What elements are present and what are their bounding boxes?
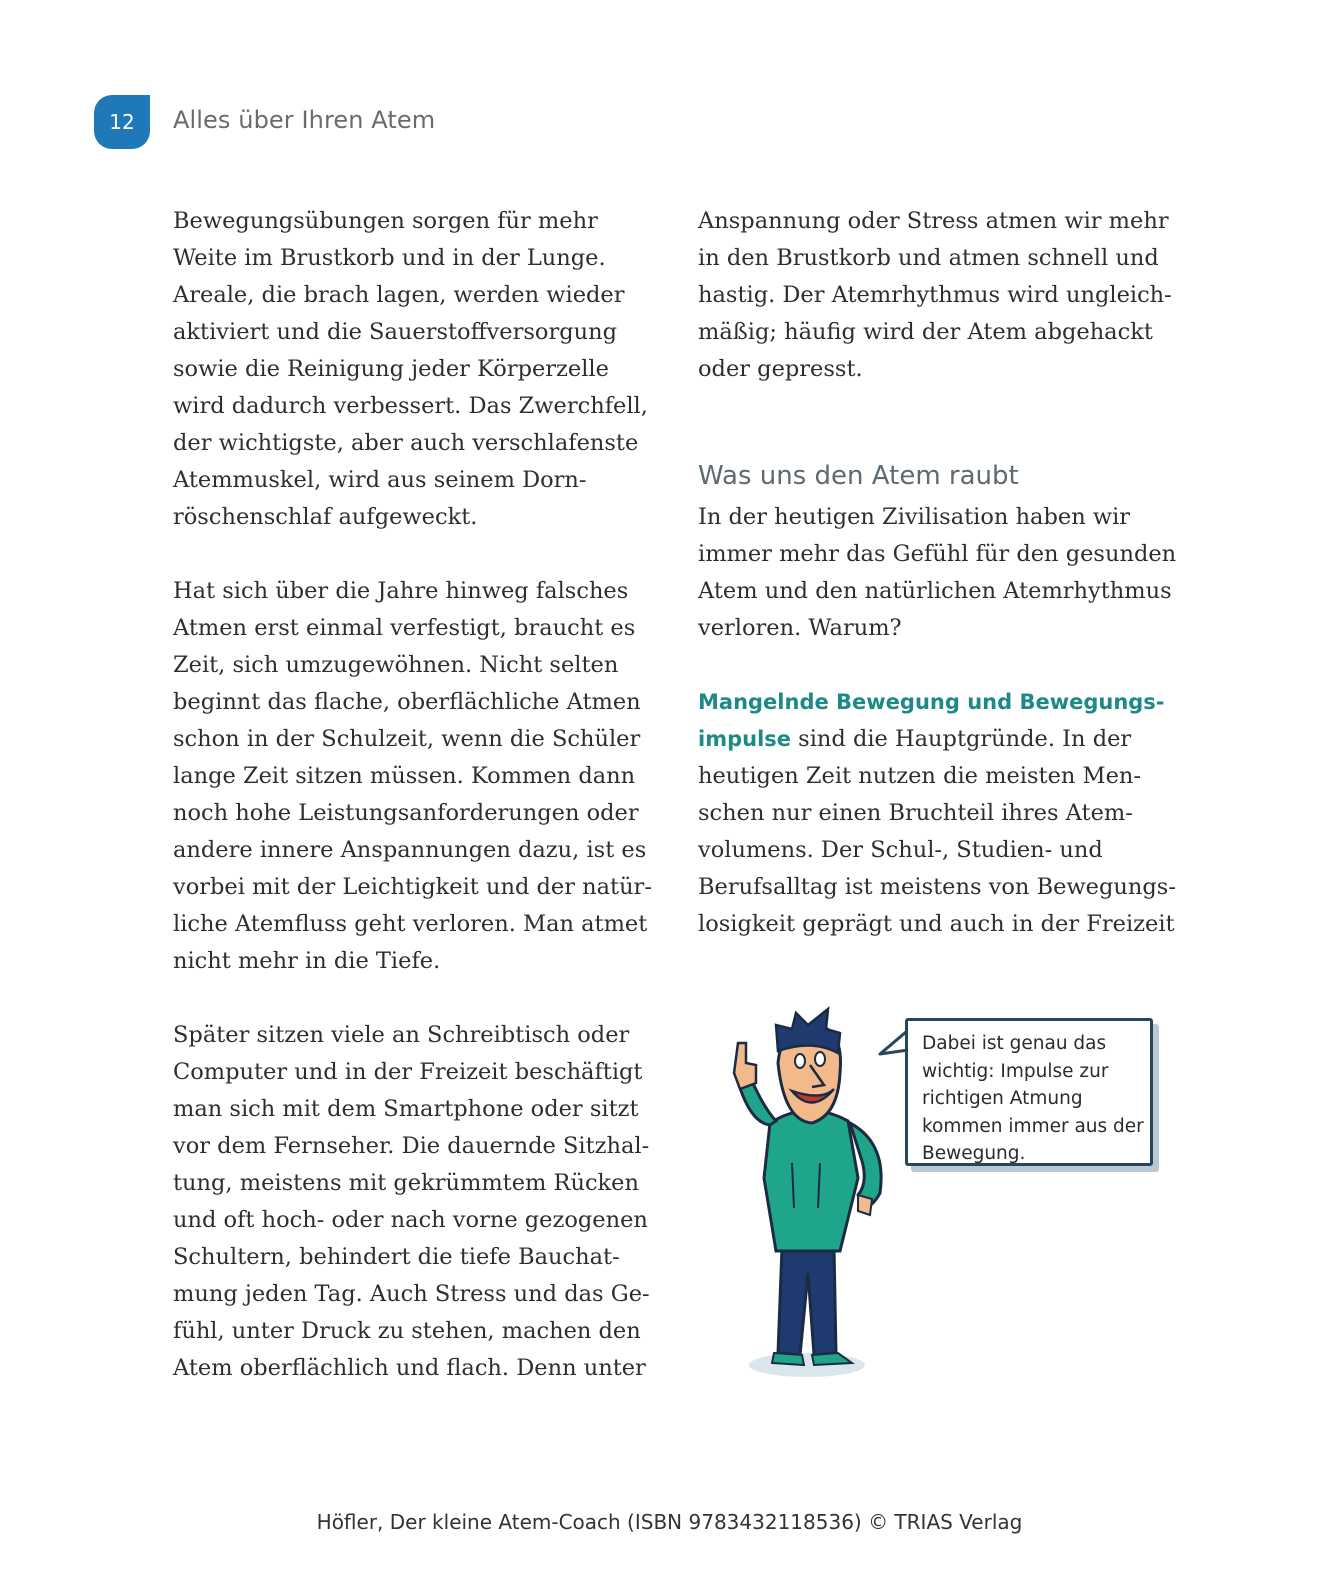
speech-bubble — [905, 1018, 1153, 1166]
text-line: volumens. Der Schul-, Studien- und — [698, 837, 1103, 863]
text-line: aktiviert und die Sauerstoffversorgung — [173, 319, 617, 345]
text-line: sowie die Reinigung jeder Körperzelle — [173, 356, 609, 382]
text-line: mäßig; häufig wird der Atem abgehackt — [698, 319, 1153, 345]
page-number-badge — [94, 95, 150, 149]
text-line — [698, 721, 1170, 758]
text-line: vorbei mit der Leichtigkeit und der natür- — [173, 874, 652, 900]
hip-hand — [858, 1195, 872, 1215]
text-line: fühl, unter Druck zu stehen, machen den — [173, 1318, 641, 1344]
text-line: immer mehr das Gefühl für den gesunden — [698, 541, 1177, 567]
bubble-line: wichtig: Impulse zur — [922, 1060, 1109, 1082]
bubble-line: richtigen Atmung — [922, 1088, 1083, 1109]
left-eye — [795, 1054, 805, 1068]
text-line: liche Atemfluss geht verloren. Man atmet — [173, 911, 648, 937]
page-number: 12 — [109, 110, 135, 134]
text-line: in den Brustkorb und atmen schnell und — [698, 245, 1159, 271]
bubble-line: kommen immer aus der — [922, 1115, 1144, 1137]
text-line: schen nur einen Bruchteil ihres Atem- — [698, 800, 1133, 826]
text-line: In der heutigen Zivilisation haben wir — [698, 504, 1131, 530]
bubble-line: Dabei ist genau das — [922, 1033, 1107, 1054]
text-line: Berufsalltag ist meistens von Bewegungs- — [698, 874, 1176, 900]
right-column — [698, 203, 1177, 943]
text-fragment: sind die Hauptgründe. In der — [791, 726, 1132, 752]
left-column — [173, 203, 652, 1387]
pointing-hand — [734, 1043, 756, 1089]
text-line: Atem oberflächlich und flach. Denn unter — [173, 1355, 646, 1381]
hoodie — [764, 1110, 858, 1251]
text-line: Zeit, sich umzugewöhnen. Nicht selten — [173, 652, 619, 678]
paragraph-reasons — [698, 684, 1176, 943]
text-line: oder gepresst. — [698, 356, 863, 382]
text-line: Bewegungsübungen sorgen für mehr — [173, 208, 598, 234]
text-line: wird dadurch verbessert. Das Zwerchfell, — [173, 393, 648, 419]
text-line: tung, meistens mit gekrümmtem Rücken — [173, 1170, 639, 1196]
text-line: nicht mehr in die Tiefe. — [173, 948, 441, 974]
text-line: vor dem Fernseher. Die dauernde Sitzhal- — [173, 1133, 650, 1159]
paragraph-3 — [173, 1017, 650, 1387]
text-line: hastig. Der Atemrhythmus wird ungleich- — [698, 282, 1172, 308]
text-line: Weite im Brustkorb und in der Lunge. — [173, 245, 606, 271]
text-line — [698, 684, 1170, 721]
text-line: Später sitzen viele an Schreibtisch oder — [173, 1022, 630, 1048]
text-line: der wichtigste, aber auch verschlafenste — [173, 430, 639, 456]
cartoon-man-illustration — [712, 1003, 902, 1383]
paragraph-1 — [173, 203, 648, 536]
paragraph-intro — [698, 499, 1177, 647]
text-line: Atem und den natürlichen Atemrhythmus — [698, 578, 1172, 604]
text-line: schon in der Schulzeit, wenn die Schüler — [173, 726, 641, 752]
right-eye — [815, 1052, 825, 1066]
text-line: Hat sich über die Jahre hinweg falsches — [173, 578, 629, 604]
running-title: Alles über Ihren Atem — [173, 106, 436, 134]
text-line: mung jeden Tag. Auch Stress und das Ge- — [173, 1281, 650, 1307]
hair — [776, 1009, 840, 1053]
text-line: verloren. Warum? — [698, 615, 902, 641]
text-line: losigkeit geprägt und auch in der Freizeit — [698, 911, 1175, 937]
paragraph-continued — [698, 203, 1170, 388]
text-line: noch hohe Leistungsanforderungen oder — [173, 800, 639, 826]
text-line: Computer und in der Freizeit beschäftigt — [173, 1059, 643, 1085]
highlight-text: Mangelnde Bewegung und Bewegungs- — [698, 690, 1165, 714]
bubble-line: Bewegung. — [922, 1143, 1026, 1164]
text-line: man sich mit dem Smartphone oder sitzt — [173, 1096, 639, 1122]
highlight-text: impulse — [698, 727, 792, 751]
text-line: beginnt das flache, oberflächliche Atmen — [173, 689, 641, 715]
section-heading: Was uns den Atem raubt — [698, 461, 1019, 491]
text-line: Atmen erst einmal verfestigt, braucht es — [173, 615, 636, 641]
text-line: Areale, die brach lagen, werden wieder — [173, 282, 625, 308]
pants — [778, 1248, 836, 1355]
text-line: heutigen Zeit nutzen die meisten Men- — [698, 763, 1141, 789]
text-line: Schultern, behindert die tiefe Bauchat- — [173, 1244, 620, 1270]
left-shoe — [772, 1353, 804, 1365]
text-line: und oft hoch- oder nach vorne gezogenen — [173, 1207, 648, 1233]
text-line: Anspannung oder Stress atmen wir mehr — [698, 208, 1169, 234]
right-shoe — [812, 1353, 852, 1365]
text-line: andere innere Anspannungen dazu, ist es — [173, 837, 647, 863]
paragraph-2 — [173, 573, 652, 980]
text-line: Atemmuskel, wird aus seinem Dorn- — [173, 467, 587, 493]
text-line: lange Zeit sitzen müssen. Kommen dann — [173, 763, 636, 789]
footer-citation: Höfler, Der kleine Atem-Coach (ISBN 9783432118536) © TRIAS Verlag — [316, 1510, 1023, 1534]
ground-shadow — [749, 1353, 865, 1377]
text-line: röschenschlaf aufgeweckt. — [173, 504, 478, 530]
